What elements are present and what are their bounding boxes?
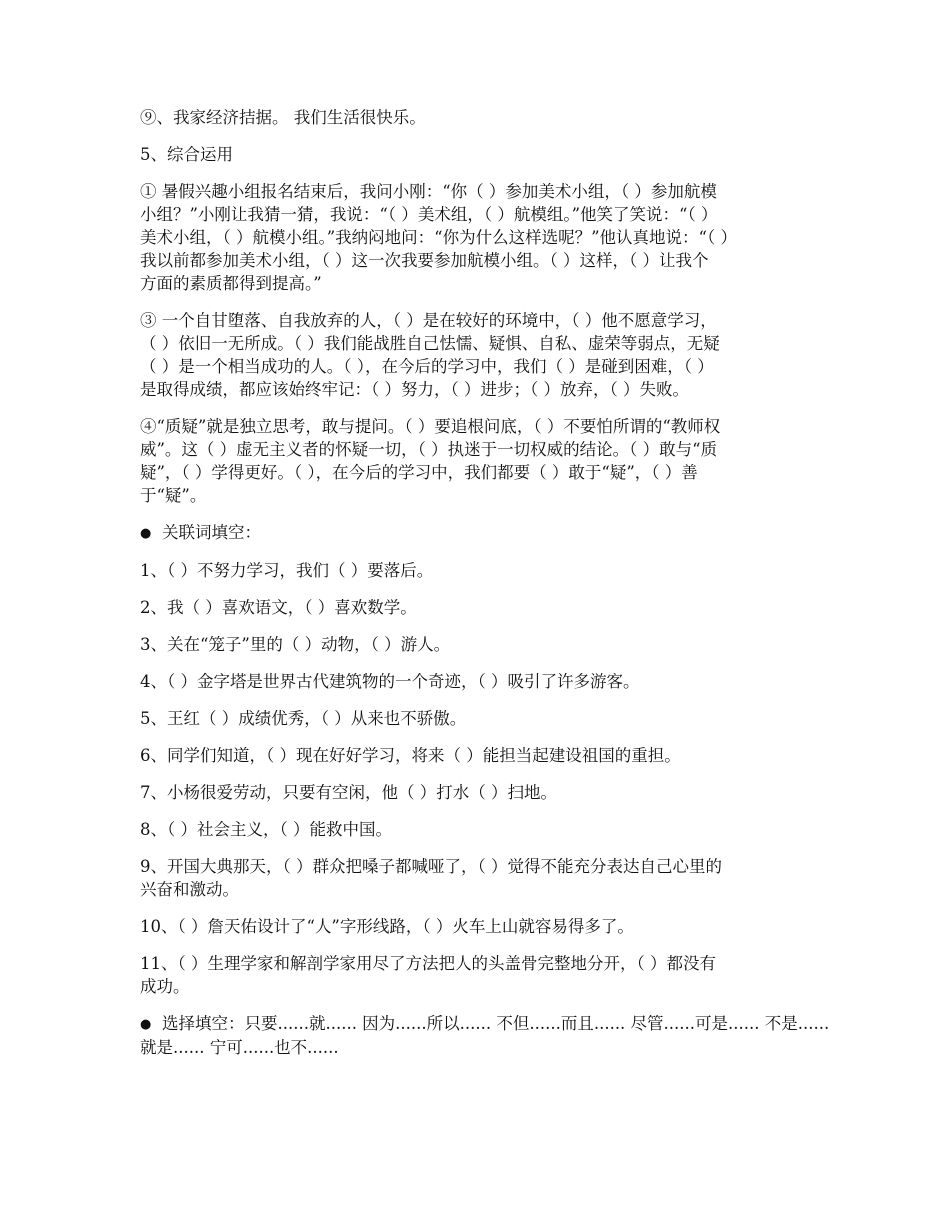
line-text: 成功。 (140, 977, 190, 996)
paragraph (140, 781, 830, 804)
paragraph (140, 818, 830, 841)
text-line (140, 952, 830, 975)
paragraph (140, 309, 830, 401)
line-text: ③ 一个自甘堕落、自我放弃的人，（ ）是在较好的环境中，（ ）他不愿意学习， (140, 311, 717, 330)
text-line (140, 781, 830, 804)
paragraph (140, 180, 830, 295)
line-text: 小组？”小刚让我猜一猜，我说：“（ ）美术组，（ ）航模组。”他笑了笑说：“（ ） (140, 205, 718, 224)
text-line (140, 332, 830, 355)
line-text: 我以前都参加美术小组，（ ）这一次我要参加航模小组。（ ）这样，（ ）让我个 (140, 251, 709, 270)
line-text: 就是...... 宁可......也不...... (140, 1038, 339, 1057)
text-line (140, 744, 830, 767)
bullet-paragraph (140, 1012, 830, 1059)
paragraph (140, 744, 830, 767)
line-text: 兴奋和激动。 (140, 880, 239, 899)
line-text: 5、综合运用 (140, 145, 233, 164)
paragraph (140, 633, 830, 656)
paragraph (140, 670, 830, 693)
text-line (140, 633, 830, 656)
paragraph (140, 952, 830, 998)
text-line (140, 203, 830, 226)
line-text: 疑”，（ ）学得更好。（ ），在今后的学习中，我们都要（ ）敢于“疑”，（ ）善 (140, 463, 698, 482)
text-line (140, 818, 830, 841)
paragraph (140, 915, 830, 938)
line-text: ⑨、我家经济拮据。 我们生活很快乐。 (140, 108, 426, 127)
paragraph (140, 559, 830, 582)
text-line (140, 143, 830, 166)
line-text: 6、同学们知道，（ ）现在好好学习，将来（ ）能担当起建设祖国的重担。 (140, 746, 681, 765)
line-text: 5、王红（ ）成绩优秀，（ ）从来也不骄傲。 (140, 709, 467, 728)
line-text: 威”。这（ ）虚无主义者的怀疑一切，（ ）执迷于一切权威的结论。（ ）敢与“质 (140, 440, 718, 459)
text-line (140, 915, 830, 938)
paragraph (140, 106, 830, 129)
text-line (140, 226, 830, 249)
line-text: 方面的素质都得到提高。” (140, 274, 322, 293)
line-text: ① 暑假兴趣小组报名结束后，我问小刚：“你（ ）参加美术小组，（ ）参加航模 (140, 182, 717, 201)
text-line (140, 521, 830, 545)
text-line (140, 596, 830, 619)
text-line (140, 559, 830, 582)
text-line (140, 415, 830, 438)
text-line (140, 272, 830, 295)
line-text: 美术小组，（ ）航模小组。”我纳闷地问：“你为什么这样选呢？”他认真地说：“（ ） (140, 228, 737, 247)
bullet-icon: ● (140, 1017, 152, 1032)
paragraph (140, 707, 830, 730)
text-line (140, 855, 830, 878)
line-text: 11、（ ）生理学家和解剖学家用尽了方法把人的头盖骨完整地分开，（ ）都没有 (140, 954, 716, 973)
line-text: 关联词填空： (162, 523, 261, 542)
text-line (140, 878, 830, 901)
text-line (140, 378, 830, 401)
text-line (140, 707, 830, 730)
line-text: （ ）是一个相当成功的人。（ ），在今后的学习中，我们（ ）是碰到困难，（ ） (140, 357, 714, 376)
line-text: 2、我（ ）喜欢语文，（ ）喜欢数学。 (140, 598, 417, 617)
line-text: 于“疑”。 (140, 486, 207, 505)
bullet-paragraph (140, 521, 830, 545)
paragraph (140, 415, 830, 507)
line-text: 7、小杨很爱劳动，只要有空闲，他（ ）打水（ ）扫地。 (140, 783, 557, 802)
text-line (140, 249, 830, 272)
text-line (140, 355, 830, 378)
line-text: 9、开国大典那天，（ ）群众把嗓子都喊哑了，（ ）觉得不能充分表达自己心里的 (140, 857, 722, 876)
text-line (140, 309, 830, 332)
text-line (140, 438, 830, 461)
document-page (140, 106, 830, 1073)
line-text: 选择填空：只要......就...... 因为......所以...... 不但......而且...... 尽管......可是...... 不是...... (162, 1014, 830, 1033)
line-text: ④“质疑”就是独立思考，敢与提问。（ ）要追根问底，（ ）不要怕所谓的“教师权 (140, 417, 721, 436)
text-line (140, 484, 830, 507)
text-line (140, 106, 830, 129)
paragraph (140, 596, 830, 619)
text-line (140, 461, 830, 484)
line-text: 1、（ ）不努力学习，我们（ ）要落后。 (140, 561, 434, 580)
line-text: 4、（ ）金字塔是世界古代建筑物的一个奇迹，（ ）吸引了许多游客。 (140, 672, 640, 691)
bullet-icon: ● (140, 526, 152, 541)
line-text: 是取得成绩，都应该始终牢记：（ ）努力，（ ）进步；（ ）放弃，（ ）失败。 (140, 380, 689, 399)
text-line (140, 975, 830, 998)
text-line (140, 180, 830, 203)
text-line (140, 1036, 830, 1059)
line-text: 8、（ ）社会主义，（ ）能救中国。 (140, 820, 392, 839)
paragraph (140, 143, 830, 166)
paragraph (140, 855, 830, 901)
text-line (140, 1012, 830, 1036)
line-text: 10、（ ）詹天佑设计了“人”字形线路，（ ）火车上山就容易得多了。 (140, 917, 634, 936)
text-line (140, 670, 830, 693)
line-text: 3、关在“笼子”里的（ ）动物，（ ）游人。 (140, 635, 451, 654)
line-text: （ ）依旧一无所成。（ ）我们能战胜自己怯懦、疑惧、自私、虚荣等弱点，无疑 (140, 334, 720, 353)
